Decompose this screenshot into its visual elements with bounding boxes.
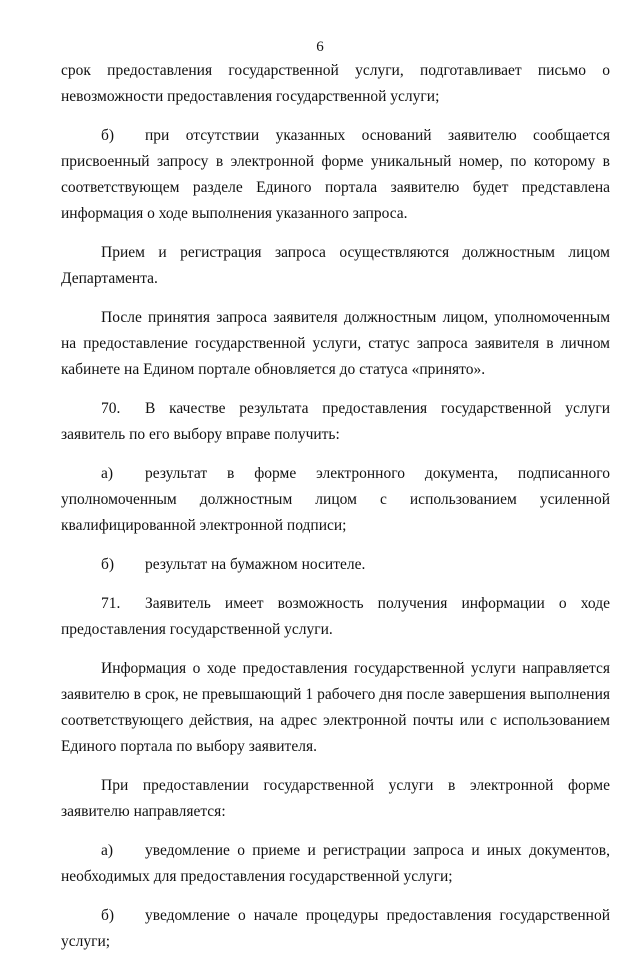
numbered-clause — [61, 396, 610, 448]
paragraph — [61, 656, 610, 760]
paragraph-text: При предоставлении государственной услуги в электронной форме заявителю направляется: — [61, 777, 610, 820]
item-marker: а) — [101, 465, 114, 482]
paragraph-text: уведомление о начале процедуры предоставления государственной услуги; — [61, 907, 610, 950]
paragraph — [61, 773, 610, 825]
page-number: 6 — [316, 39, 324, 55]
item-marker: б) — [101, 556, 115, 573]
paragraph-text: результат в форме электронного документа, подписанного уполномоченным должностным лицом с использованием усиленной квалифицированной электронной подписи; — [61, 465, 610, 534]
item-marker: а) — [101, 842, 114, 859]
paragraph-text: срок предоставления государственной услуги, подготавливает письмо о невозможности предоставления государственной услуги; — [61, 62, 610, 105]
paragraph-text: После принятия запроса заявителя должностным лицом, уполномоченным на предоставление государственной услуги, статус запроса заявителя в личном кабинете на Едином портале обновляется до статуса «принято». — [61, 309, 610, 378]
item-marker: б) — [101, 907, 115, 924]
list-item — [61, 838, 610, 890]
paragraph — [61, 305, 610, 383]
paragraph-text: В качестве результата предоставления государственной услуги заявитель по его выбору вправе получить: — [61, 400, 610, 443]
paragraph-text: Информация о ходе предоставления государственной услуги направляется заявителю в срок, не превышающий 1 рабочего дня после завершения выполнения соответствующего действия, на адрес электронной почты или с использованием Единого портала по выбору заявителя. — [61, 660, 610, 755]
list-item — [61, 461, 610, 539]
item-marker: б) — [101, 127, 115, 144]
paragraph-text: результат на бумажном носителе. — [145, 556, 366, 573]
paragraph — [61, 58, 610, 110]
clause-number: 70. — [101, 400, 121, 417]
paragraph-text: Заявитель имеет возможность получения информации о ходе предоставления государственной услуги. — [61, 595, 610, 638]
numbered-clause — [61, 591, 610, 643]
paragraph-text: при отсутствии указанных оснований заявителю сообщается присвоенный запросу в электронной форме уникальный номер, по которому в соответствующем разделе Единого портала заявителю будет представлена информация о ходе выполнения указанного запроса. — [61, 127, 610, 222]
list-item — [61, 903, 610, 955]
list-item — [61, 123, 610, 227]
paragraph-text: уведомление о приеме и регистрации запроса и иных документов, необходимых для предоставления государственной услуги; — [61, 842, 610, 885]
paragraph-text: Прием и регистрация запроса осуществляются должностным лицом Департамента. — [61, 244, 610, 287]
list-item — [61, 552, 610, 578]
document-body — [61, 58, 610, 968]
clause-number: 71. — [101, 595, 121, 612]
paragraph — [61, 240, 610, 292]
